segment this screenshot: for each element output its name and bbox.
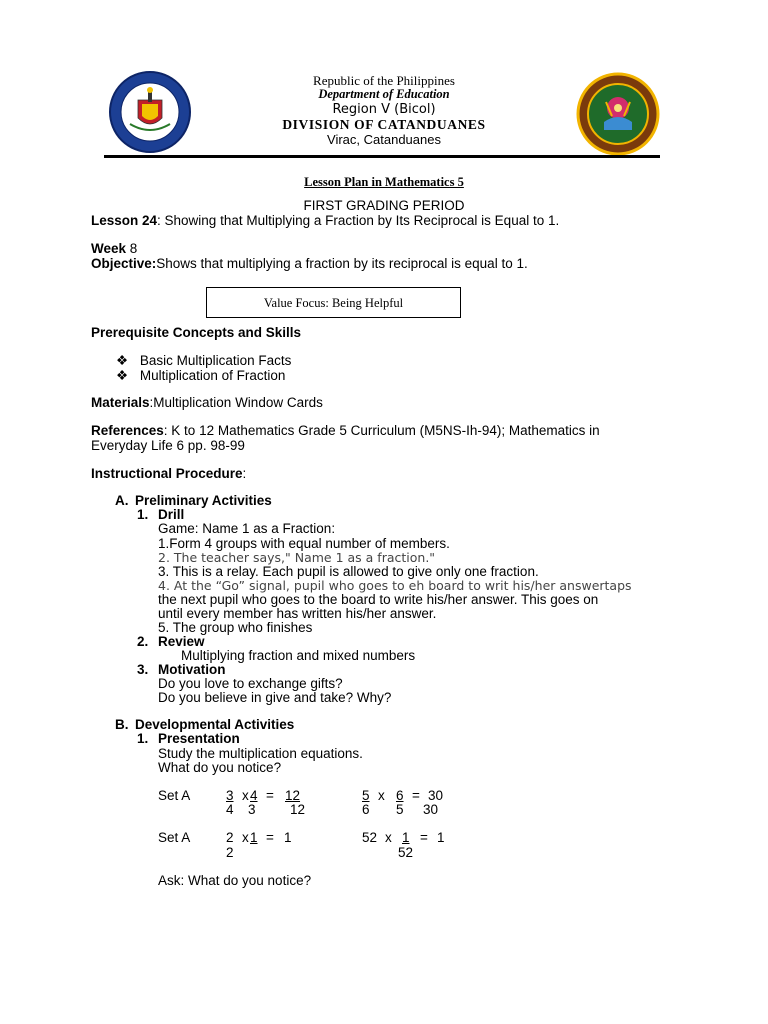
lesson-text: : Showing that Multiplying a Fraction by Its Reciprocal is Equal to 1. [157,213,560,228]
drill-line: 4. At the “Go” signal, pupil who goes to eh board to writ his/her answertaps [158,578,632,593]
drill-line: 5. The group who finishes [158,620,313,635]
prerequisite-heading: Prerequisite Concepts and Skills [91,325,302,340]
header-division: DIVISION OF CATANDUANES [282,117,486,132]
week-value: 8 [126,241,138,256]
presentation-line: What do you notice? [158,760,282,775]
prerequisite-item-label: Multiplication of Fraction [139,368,286,383]
product-denominator: 30 [423,802,439,817]
motivation-number: 3. [137,662,149,677]
times-sign: x [242,830,249,845]
motivation-title: Motivation [158,662,226,677]
drill-line: the next pupil who goes to the board to write his/her answer. This goes on [158,592,599,607]
product-value: 1 [284,830,292,845]
references-line-2: Everyday Life 6 pp. 98-99 [91,438,245,453]
times-sign: x [242,788,249,803]
drill-line: until every member has written his/her answer. [158,606,437,621]
drill-number: 1. [137,507,149,522]
ask-line: Ask: What do you notice? [158,873,312,888]
references-line [91,423,600,438]
materials-text: :Multiplication Window Cards [149,395,323,410]
drill-line: 2. The teacher says," Name 1 as a fraction." [158,550,436,565]
fraction-denominator: 6 [362,802,370,817]
drill-line: 3. This is a relay. Each pupil is allowed to give only one fraction. [158,564,539,579]
prerequisite-item [116,353,291,369]
product-value: 1 [437,830,445,845]
header-department: Department of Education [318,87,450,101]
objective-text: Shows that multiplying a fraction by its reciprocal is equal to 1. [156,256,528,271]
fraction-numerator: 4 [250,788,258,803]
section-b-letter: B. [115,717,129,732]
fraction-numerator: 6 [396,788,404,803]
fraction-denominator: 2 [226,845,234,860]
equals-sign: = [266,830,274,845]
prerequisite-item [116,368,285,384]
equals-sign: = [266,788,274,803]
materials-line [91,395,323,410]
equation-set-label: Set A [158,830,191,845]
lesson-label: Lesson 24 [91,213,158,228]
presentation-number: 1. [137,731,149,746]
product-denominator: 12 [290,802,306,817]
fraction-numerator: 1 [402,830,410,845]
motivation-line: Do you love to exchange gifts? [158,676,343,691]
references-text: : K to 12 Mathematics Grade 5 Curriculum (M5NS-Ih-94); Mathematics in [163,423,600,438]
prerequisite-item-label: Basic Multiplication Facts [139,353,292,368]
fraction-denominator: 3 [248,802,256,817]
presentation-title: Presentation [158,731,240,746]
presentation-line: Study the multiplication equations. [158,746,363,761]
product-numerator: 12 [285,788,301,803]
objective-label: Objective: [91,256,157,271]
review-title: Review [158,634,205,649]
diamond-bullet-icon: ❖ [116,368,129,383]
procedure-heading: Instructional Procedure: [91,466,247,481]
review-number: 2. [137,634,149,649]
motivation-line: Do you believe in give and take? Why? [158,690,392,705]
header-region: Region V (Bicol) [332,102,436,117]
value-focus-box [206,287,461,318]
whole-number: 2 [226,830,234,845]
fraction-denominator: 5 [396,802,404,817]
drill-line: Game: Name 1 as a Fraction: [158,521,336,536]
header-republic: Republic of the Philippines [313,73,455,88]
fraction-numerator: 5 [362,788,370,803]
fraction-numerator: 3 [226,788,234,803]
header-town: Virac, Catanduanes [327,132,441,147]
fraction-numerator: 1 [250,830,258,845]
objective-line [91,256,528,271]
lesson-line [91,213,559,228]
diamond-bullet-icon: ❖ [116,353,129,368]
fraction-denominator: 52 [398,845,414,860]
product-numerator: 30 [428,788,444,803]
materials-label: Materials [91,395,150,410]
review-text: Multiplying fraction and mixed numbers [181,648,416,663]
procedure-label: Instructional Procedure [91,466,243,481]
equation-set-label: Set A [158,788,191,803]
references-label: References [91,423,164,438]
drill-line: 1.Form 4 groups with equal number of members. [158,536,450,551]
times-sign: x [378,788,385,803]
times-sign: x [385,830,392,845]
section-b-title: Developmental Activities [135,717,295,732]
fraction-denominator: 4 [226,802,234,817]
equals-sign: = [420,830,428,845]
document-title: Lesson Plan in Mathematics 5 [304,175,464,189]
section-a-title: Preliminary Activities [135,493,272,508]
week-line [91,241,137,256]
section-a-letter: A. [115,493,129,508]
whole-number: 52 [362,830,378,845]
week-label: Week [91,241,127,256]
drill-title: Drill [158,507,185,522]
grading-period: FIRST GRADING PERIOD [303,198,465,213]
header-divider [104,155,660,158]
equals-sign: = [412,788,420,803]
value-focus-text: Value Focus: Being Helpful [263,296,404,310]
